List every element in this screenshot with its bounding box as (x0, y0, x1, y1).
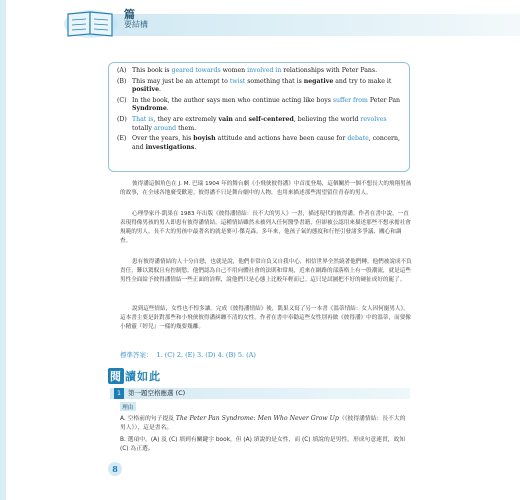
bold-term: negative (303, 77, 334, 85)
reason-tag: 理由 (120, 402, 136, 411)
explanation-b (120, 436, 410, 454)
explanation-a-after: （《彼得潘情結：長不大的男人》），這是書名。 (120, 416, 406, 431)
option-line (117, 116, 401, 133)
passage-paragraph-3: 患有彼得潘情結的人十分自戀，也就是說，他們非常自負又自我中心，相信世界全然繞著他們轉。他們被說成不負責任，難以駕馭且有控制慾。他們認為自己不用向體社會的法則和常規，近來在網路的部落格上有一股潮流，就是這些男性全面給予彼得潘情結一些正面的詮釋，說他們只是心態上比較年輕而已。這只是試圖把不好的硬扯成好的罷了。 (120, 259, 412, 283)
section-title (108, 368, 161, 384)
option-letter: (E) (117, 135, 127, 143)
question-label (114, 388, 185, 399)
highlighted-phrase: That is (132, 115, 154, 123)
section-title-rest: 讀如此 (125, 370, 161, 383)
bold-term: self-centered (248, 115, 294, 123)
option-text-run: . (194, 143, 197, 151)
bold-term: positive (132, 86, 160, 94)
option-text-run: , they are extremely (153, 115, 219, 123)
bold-term: investigations (145, 143, 195, 151)
options-box (108, 62, 410, 172)
option-text-run: them. (176, 124, 197, 132)
answers-label: 標準答案： (120, 351, 153, 359)
header-bar (88, 14, 520, 36)
option-text-run: and (232, 115, 249, 123)
highlighted-phrase: around (153, 124, 177, 132)
highlighted-phrase: twist (229, 77, 246, 85)
header-title (124, 10, 148, 30)
sidebar-stripe (0, 0, 6, 500)
option-text-run: In the book, the author says men who continue acting like boys (132, 96, 333, 104)
option-line (117, 135, 401, 152)
section-label: 要結構 (124, 20, 148, 29)
highlighted-phrase: suffer from (332, 96, 368, 104)
highlighted-phrase: debate (347, 135, 369, 143)
option-text (132, 135, 401, 152)
option-text (132, 78, 401, 95)
highlighted-phrase: revolves (360, 115, 387, 123)
option-letter: (A) (117, 67, 127, 74)
option-text-run: . (159, 86, 161, 94)
option-text-run: something that is (245, 77, 304, 85)
option-text (132, 116, 401, 133)
explanation-a (120, 414, 410, 433)
option-text-run: relationships with Peter Pans. (281, 67, 378, 74)
option-line (117, 67, 401, 76)
option-text-run: attitude and actions have been cause for (215, 135, 348, 143)
bold-term: boyish (193, 135, 216, 143)
passage-paragraph-1: 彼得潘這個角色在 J. M. 巴瑞 1904 年的舞台劇《小飛俠彼得潘》中首度登場，這個關於一個不想長大的飛翔男孩的故事，在全球各地廣受歡迎。彼得潘不只是舞台劇中的人物，也用來描述那些渴望留住青春的男人。 (120, 181, 412, 196)
option-text-run: . (166, 105, 169, 113)
chapter-char: 篇 (124, 8, 135, 21)
option-text-run: Peter Pan (367, 96, 401, 104)
bold-term: vain (218, 115, 233, 123)
option-text-run: totally (132, 124, 154, 132)
option-letter: (D) (117, 115, 127, 123)
explanation-b-before: B. 選項中，(A) 及 (C) 填到有關鍵字 book，但 (A) 填說的是女性，而 (C) 填說的是男性，形成句意連貫，故知 (C) 為正選。 (120, 437, 406, 452)
book-logo-icon (62, 4, 120, 40)
option-text-run: This may just be an attempt to (132, 77, 230, 85)
highlighted-phrase: geared towards (171, 67, 221, 74)
option-text-run: , believing the world (293, 115, 361, 123)
option-text-run: and try to make it (333, 77, 392, 85)
page-number: 8 (108, 462, 122, 476)
explanation-a-before: A. 空格前的句子提及 (120, 416, 176, 422)
option-text-run: Over the years, his (132, 135, 194, 143)
option-letter: (C) (117, 96, 127, 104)
bold-term: Syndrome (132, 105, 167, 113)
answers-values: 1. (C) 2. (E) 3. (D) 4. (B) 5. (A) (156, 351, 256, 359)
question-number: 1 (114, 388, 124, 399)
option-text-run: women (220, 67, 248, 74)
option-text (132, 97, 401, 114)
option-text-run: , concern, and (132, 135, 400, 151)
explanation-a-title: The Peter Pan Syndrome: Men Who Never Grow Up (175, 415, 339, 422)
option-letter: (B) (117, 77, 127, 85)
option-text-run: This book is (132, 67, 172, 74)
standard-answers (120, 350, 256, 359)
passage-paragraph-2: 心理學家丹‧凱果在 1983 年出版《彼得潘情結：長不大的男人》一書，描述現代的彼得潘。作者在書中說，一直表現得像男孩的男人即患有彼得潘情結。這種情結雖然未被列入任何醫學書籍，但卻被公認用來描述那些不想承擔社會規範的男人。長不大的男孩中最著名的就是麥可‧傑克森。多年來，他孩子氣的態度和行徑引發諸多爭議、關心和調查。 (120, 211, 411, 244)
section-title-mark: 閱 (110, 370, 122, 383)
passage-paragraph-4: 說到這些情結，女性也不惶多讓。完成《彼得潘情結》後，凱果又寫了另一本書《溫蒂情結：女人因何寵男人》。這本書主要是針對那些和小飛俠彼得潘糾纏不清的女性。作者在書中奉勸這些女性別再做《彼得潘》中的溫蒂，而要像小精靈『婷兒』一樣的幾要幾離。 (120, 306, 411, 330)
question-text: 第一題空格應選 (C) (128, 389, 186, 397)
option-line (117, 78, 401, 95)
option-text (132, 67, 401, 76)
highlighted-phrase: involved in (247, 67, 282, 74)
option-line (117, 97, 401, 114)
